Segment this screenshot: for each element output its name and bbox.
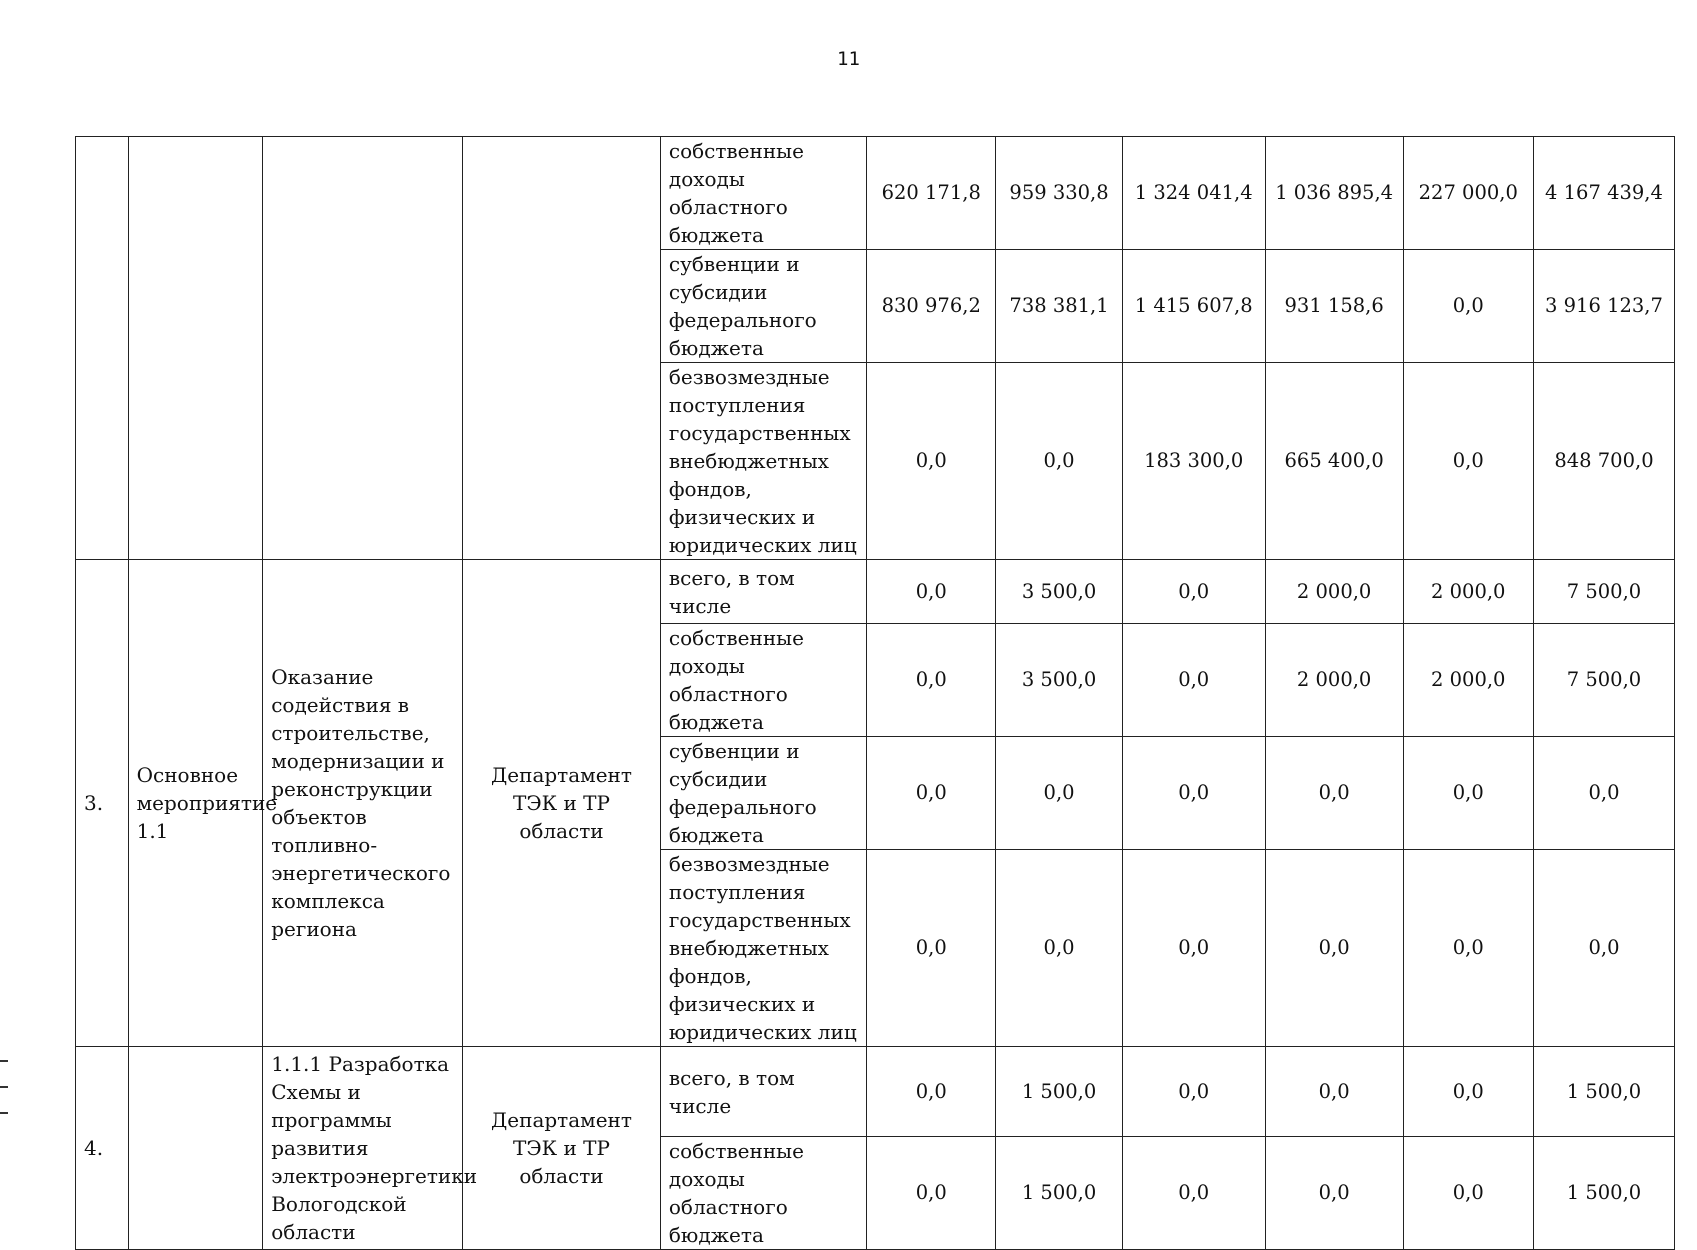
funding-source-cell: субвенции и субсидии федерального бюджета: [660, 737, 866, 850]
value-cell: 0,0: [1122, 1137, 1265, 1250]
value-cell: 0,0: [1403, 363, 1533, 560]
value-cell: 0,0: [1533, 737, 1674, 850]
value-cell: 2 000,0: [1265, 560, 1403, 624]
value-cell: 0,0: [867, 1137, 996, 1250]
value-cell: 931 158,6: [1265, 250, 1403, 363]
funding-source-cell: собственные доходы областного бюджета: [660, 624, 866, 737]
value-cell: 620 171,8: [867, 137, 996, 250]
value-cell: 4 167 439,4: [1533, 137, 1674, 250]
value-cell: 738 381,1: [996, 250, 1122, 363]
value-cell: 665 400,0: [1265, 363, 1403, 560]
value-cell: 7 500,0: [1533, 624, 1674, 737]
value-cell: 830 976,2: [867, 250, 996, 363]
table-row: [76, 1047, 1675, 1137]
value-cell: 959 330,8: [996, 137, 1122, 250]
funding-source-cell: всего, в том числе: [660, 560, 866, 624]
value-cell: 0,0: [996, 850, 1122, 1047]
value-cell: 2 000,0: [1403, 624, 1533, 737]
funding-source-cell: субвенции и субсидии федерального бюджета: [660, 250, 866, 363]
value-cell: 0,0: [1403, 850, 1533, 1047]
status-cell: Основное мероприятие 1.1: [128, 560, 263, 1047]
page-number: 11: [837, 48, 860, 70]
value-cell: 0,0: [867, 1047, 996, 1137]
value-cell: 0,0: [1122, 850, 1265, 1047]
value-cell: 0,0: [1403, 1137, 1533, 1250]
value-cell: 0,0: [1265, 850, 1403, 1047]
executor-cell: Департамент ТЭК и ТР области: [463, 560, 661, 1047]
value-cell: 0,0: [867, 737, 996, 850]
value-cell: 0,0: [1265, 1047, 1403, 1137]
value-cell: 2 000,0: [1403, 560, 1533, 624]
value-cell: 0,0: [1403, 1047, 1533, 1137]
table-row: [76, 137, 1675, 250]
num-cell: 3.: [76, 560, 129, 1047]
value-cell: 1 500,0: [1533, 1047, 1674, 1137]
value-cell: 0,0: [996, 363, 1122, 560]
value-cell: 0,0: [1403, 250, 1533, 363]
value-cell: 0,0: [867, 363, 996, 560]
value-cell: 0,0: [1533, 850, 1674, 1047]
value-cell: 7 500,0: [1533, 560, 1674, 624]
funding-source-cell: собственные доходы областного бюджета: [660, 1137, 866, 1250]
value-cell: 3 500,0: [996, 560, 1122, 624]
value-cell: 1 500,0: [1533, 1137, 1674, 1250]
value-cell: 1 500,0: [996, 1137, 1122, 1250]
status-cell: [128, 137, 263, 560]
name-cell: 1.1.1 Разработка Схемы и программы развития электроэнергетики Вологодской области: [263, 1047, 463, 1250]
executor-cell: Департамент ТЭК и ТР области: [463, 1047, 661, 1250]
name-cell: [263, 137, 463, 560]
value-cell: 848 700,0: [1533, 363, 1674, 560]
value-cell: 0,0: [996, 737, 1122, 850]
value-cell: 1 415 607,8: [1122, 250, 1265, 363]
value-cell: 0,0: [867, 560, 996, 624]
executor-cell: [463, 137, 661, 560]
num-cell: [76, 137, 129, 560]
value-cell: 2 000,0: [1265, 624, 1403, 737]
value-cell: 183 300,0: [1122, 363, 1265, 560]
value-cell: 1 036 895,4: [1265, 137, 1403, 250]
name-cell: Оказание содействия в строительстве, модернизации и реконструкции объектов топливно-энергетического комплекса региона: [263, 560, 463, 1047]
budget-table: [75, 136, 1675, 1250]
value-cell: 3 500,0: [996, 624, 1122, 737]
value-cell: 0,0: [1122, 560, 1265, 624]
value-cell: 0,0: [1122, 737, 1265, 850]
scan-edge-marks: [0, 1060, 10, 1138]
value-cell: 0,0: [1122, 1047, 1265, 1137]
funding-source-cell: безвозмездные поступления государственных внебюджетных фондов, физических и юридических лиц: [660, 363, 866, 560]
funding-source-cell: всего, в том числе: [660, 1047, 866, 1137]
table-row: [76, 560, 1675, 624]
funding-source-cell: безвозмездные поступления государственных внебюджетных фондов, физических и юридических лиц: [660, 850, 866, 1047]
value-cell: 0,0: [1265, 1137, 1403, 1250]
value-cell: 0,0: [867, 850, 996, 1047]
value-cell: 3 916 123,7: [1533, 250, 1674, 363]
value-cell: 0,0: [1265, 737, 1403, 850]
value-cell: 1 500,0: [996, 1047, 1122, 1137]
value-cell: 0,0: [867, 624, 996, 737]
value-cell: 0,0: [1403, 737, 1533, 850]
funding-source-cell: собственные доходы областного бюджета: [660, 137, 866, 250]
value-cell: 0,0: [1122, 624, 1265, 737]
num-cell: 4.: [76, 1047, 129, 1250]
value-cell: 1 324 041,4: [1122, 137, 1265, 250]
status-cell: [128, 1047, 263, 1250]
value-cell: 227 000,0: [1403, 137, 1533, 250]
